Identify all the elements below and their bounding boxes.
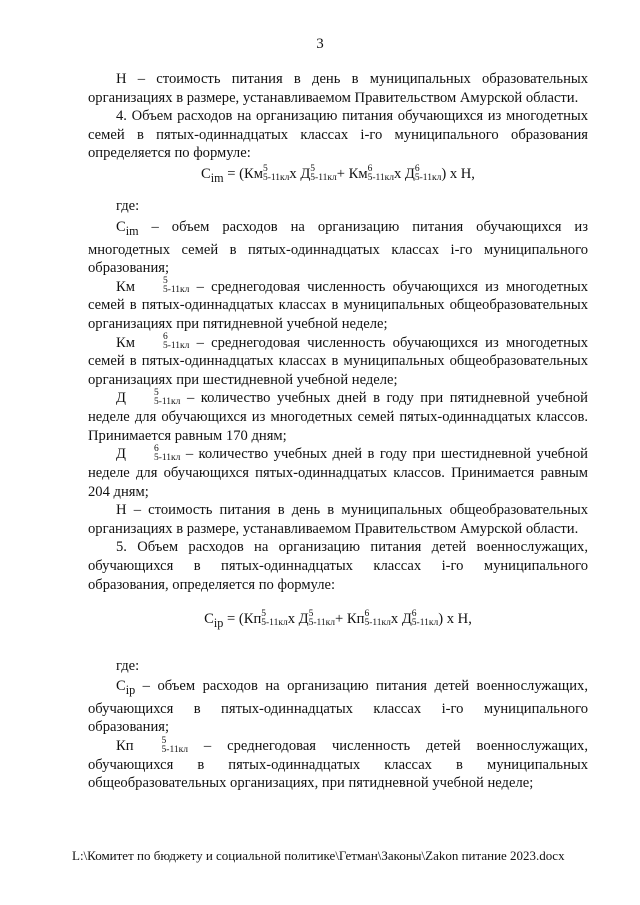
paragraph-n-definition-2: Н – стоимость питания в день в муниципальных общеобразовательных организациях в размере, устанавливаемом Правительством Амурской области.: [88, 502, 588, 537]
formula-cim: [88, 165, 588, 188]
formula-text: ) х Н,: [438, 611, 472, 628]
paragraph-item-4: 4. Объем расходов на организацию питания обучающихся из многодетных семей в пятых-одиннадцатых классах i-го муниципального образования определяется по формуле:: [88, 108, 588, 162]
page-number: 3: [316, 36, 324, 52]
formula-index: 5 5-11кл: [262, 163, 290, 183]
formula-text: ) х Н,: [441, 165, 475, 182]
formula-text: + Км: [336, 165, 368, 182]
formula-text: х Д: [390, 611, 412, 628]
formula-text: + Кп: [335, 611, 365, 628]
formula-index: 6 5-11кл: [414, 163, 442, 183]
definition-d6: Д 6 5-11кл – количество учебных дней в году при шестидневной учебной неделе для обучающихся пятых-одиннадцатых классов. Принимается равным 204 дням;: [88, 443, 588, 500]
formula-text: х Д: [287, 611, 309, 628]
formula-subscript: ip: [213, 616, 224, 630]
definition-km6: Км 6 5-11кл – среднегодовая численность обучающихся из многодетных семей в пятых-одиннадцатых классах в муниципальных общеобразовательных организациях при шестидневной учебной неделе;: [88, 332, 588, 388]
formula-symbol: C: [204, 611, 214, 628]
paragraph-item-5: 5. Объем расходов на организацию питания детей военнослужащих, обучающихся в пятых-одиннадцатых классах i-го муниципального образования, определяется по формуле:: [88, 539, 588, 593]
formula-text: = (Км: [223, 165, 263, 182]
formula-symbol: C: [201, 165, 211, 182]
formula-index: 5 5-11кл: [308, 608, 336, 628]
formula-index: 6 5-11кл: [367, 163, 394, 183]
formula-index: 6 5-11кл: [411, 608, 439, 628]
where-label-2: где:: [116, 657, 140, 674]
formula-text: х Д: [289, 165, 311, 182]
formula-index: 6 5-11кл: [364, 608, 391, 628]
formula-cip: [88, 610, 588, 633]
definition-kp5: Кп 5 5-11кл – среднегодовая численность детей военнослужащих, обучающихся в пятых-одиннадцатых классах в муниципальных общеобразовательных организациях, при пятидневной учебной неделе;: [88, 735, 588, 792]
formula-subscript: im: [210, 170, 224, 185]
formula-text: х Д: [393, 165, 415, 182]
formula-index: 5 5-11кл: [310, 163, 337, 183]
paragraph-n-definition: Н – стоимость питания в день в муниципальных образовательных организациях в размере, устанавливаемом Правительством Амурской области.: [88, 71, 588, 106]
document-body: [88, 70, 588, 793]
file-path-footer: L:\Комитет по бюджету и социальной политике\Гетман\Законы\Zakon питание 2023.docx: [72, 848, 565, 863]
where-label: где:: [116, 198, 140, 215]
definition-cip: $C_{ip}$ – объем расходов на организацию питания детей военнослужащих, обучающихся в пятых-одиннадцатых классах i-го муниципального образования;: [88, 678, 588, 736]
formula-text: = (Кп: [223, 611, 262, 628]
definition-cim: $C_{im}$ – объем расходов на организацию питания обучающихся из многодетных семей в пятых-одиннадцатых классах i-го муниципального образования;: [88, 219, 588, 277]
formula-index: 5 5-11кл: [261, 608, 288, 628]
definition-d5: Д 5 5-11кл – количество учебных дней в году при пятидневной учебной неделе для обучающихся из многодетных семей пятых-одиннадцатых классов. Принимается равным 170 дням;: [88, 388, 588, 444]
definition-km5: Км 5 5-11кл – среднегодовая численность обучающихся из многодетных семей в пятых-одиннадцатых классах в муниципальных общеобразовательных организациях при пятидневной учебной неделе;: [88, 276, 588, 332]
